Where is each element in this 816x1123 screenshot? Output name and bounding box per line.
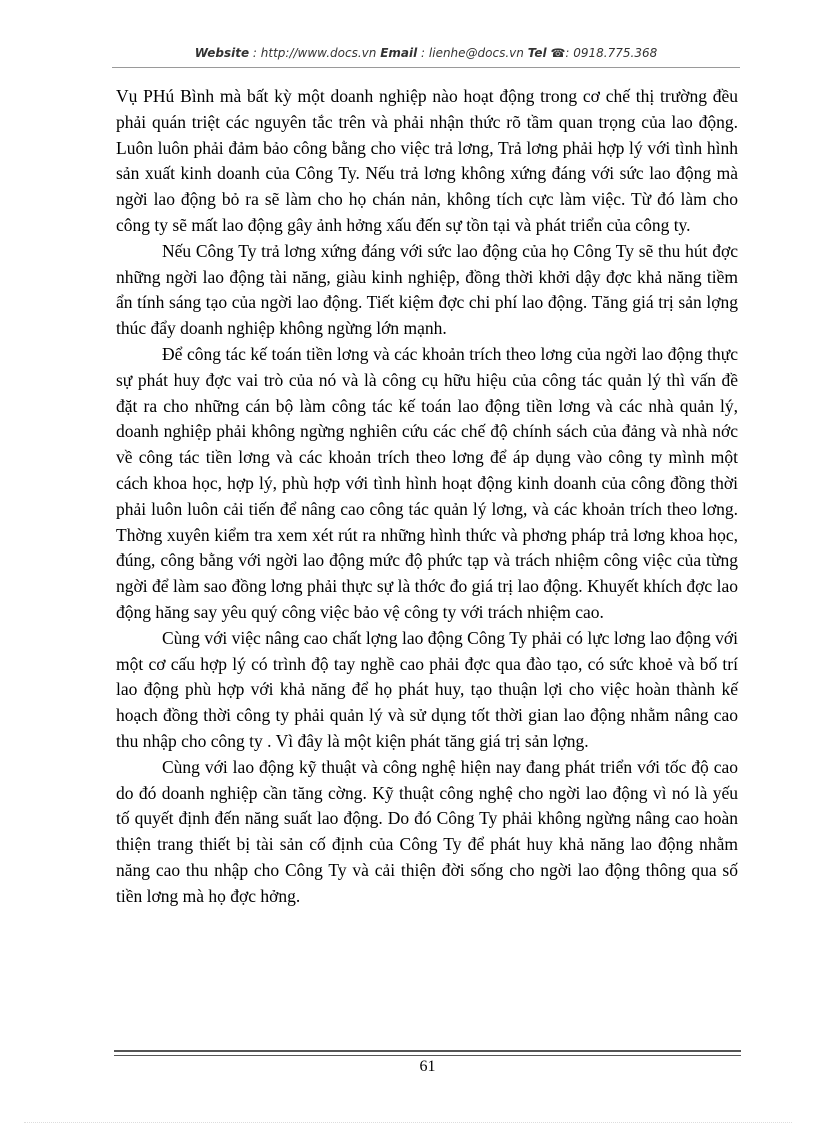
tel-value: : 0918.775.368 (565, 46, 658, 60)
paragraph: Cùng với việc nâng cao chất lợng lao động Công Ty phải có lực lơng lao động với một cơ cấu hợp lý có trình độ tay nghề cao phải đợc qua đào tạo, có sức khoẻ và bố trí lao động phù hợp với khả năng để họ phát huy, tạo thuận lợi cho việc hoàn thành kế hoạch đồng thời công ty phải quản lý và sử dụng tốt thời gian lao động nhằm nâng cao thu nhập cho công ty . Vì đây là một kiện phát tăng giá trị sản lợng. (116, 627, 738, 751)
paragraph: Cùng với lao động kỹ thuật và công nghệ hiện nay đang phát triển với tốc độ cao do đó doanh nghiệp cần tăng cờng. Kỹ thuật công nghệ cho ngời lao động vì nó là yếu tố quyết định đến năng suất lao động. Do đó Công Ty phải không ngừng nâng cao hoàn thiện trang thiết bị tài sản cố định của Công Ty để phát huy khả năng lao động nhằm năng cao thu nhập cho Công Ty và cải thiện đời sống cho ngời lao động thông qua số tiền lơng mà họ đợc hởng. (116, 756, 738, 906)
email-label: Email (380, 46, 418, 60)
email-value: : lienhe@docs.vn (421, 46, 524, 60)
footer-divider-thin (114, 1055, 741, 1056)
document-body (116, 84, 738, 910)
page-number: 61 (419, 1058, 436, 1075)
website-label: Website (194, 46, 250, 60)
tel-label: Tel (527, 46, 547, 60)
paragraph-continuation: Vụ PHú Bình mà bất kỳ một doanh nghiệp nào hoạt động trong cơ chế thị trường đều phải quán triệt các nguyên tắc trên và phải nhận thức rõ tầm quan trọng của lao động. Luôn luôn phải đảm bảo công bằng cho việc trả lơng, Trả lơng phải hợp lý với tình hình sản xuất kinh doanh của Công Ty. Nếu trả lơng không xứng đáng với sức lao động mà ngời lao động bỏ ra sẽ làm cho họ chán nản, không tích cực làm việc. Từ đó làm cho công ty sẽ mất lao động gây ảnh hởng xấu đến sự tồn tại và phát triển của công ty. (116, 86, 738, 235)
header-divider (112, 67, 740, 68)
paragraph: Để công tác kế toán tiền lơng và các khoản trích theo lơng của ngời lao động thực sự phát huy đợc vai trò của nó và là công cụ hữu hiệu của công tác quản lý thì vấn đề đặt ra cho những cán bộ làm công tác kế toán lao động tiền lơng và các nhà quản lý, doanh nghiệp phải không ngừng nghiên cứu các chế độ chính sách của đảng và nhà nớc về công tác tiền lơng và các khoản trích theo lơng để áp dụng vào công ty mình một cách khoa học, hợp lý, phù hợp với tình hình hoạt động kinh doanh của công đồng thời phải luôn luôn cải tiến để nâng cao công tác quản lý lơng, và các khoản trích theo lơng. Thờng xuyên kiểm tra xem xét rút ra những hình thức và phơng pháp trả lơng khoa học, đúng, công bằng với ngời lao động mức độ phức tạp và trách nhiệm công việc của từng ngời để làm sao đồng lơng phải thực sự là thớc đo giá trị lao động. Khuyết khích đợc lao động hăng say yêu quý công việc bảo vệ công ty với trách nhiệm cao. (116, 343, 738, 622)
phone-icon: ☎ (550, 46, 566, 60)
footer-divider-thick (114, 1050, 741, 1052)
page-header (112, 46, 740, 60)
website-value: : http://www.docs.vn (252, 46, 377, 60)
paragraph: Nếu Công Ty trả lơng xứng đáng với sức lao động của họ Công Ty sẽ thu hút đợc những ngời lao động tài năng, giàu kinh nghiệp, đồng thời khởi dậy đợc khả năng tiềm ẩn tính sáng tạo của ngời lao động. Tiết kiệm đợc chi phí lao động. Tăng giá trị sản lợng thúc đẩy doanh nghiệp không ngừng lớn mạnh. (116, 240, 738, 339)
